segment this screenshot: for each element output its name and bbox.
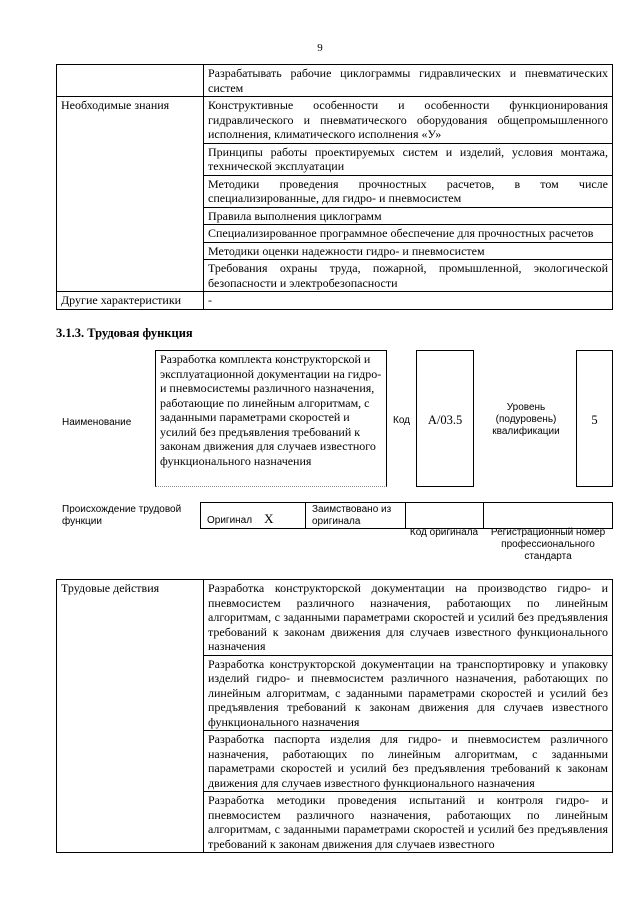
origin-row: [200, 502, 613, 529]
page-number: 9: [317, 42, 323, 54]
skill-item: Разрабатывать рабочие циклограммы гидравлических и пневматических систем: [204, 65, 613, 97]
table-row: [57, 97, 613, 144]
reg-number-cell: [484, 503, 612, 528]
other-label: Другие характеристики: [57, 292, 204, 310]
action-item: Разработка паспорта изделия для гидро- и пневмосистем различного назначения, работающих по линейным алгоритмам, с заданными параметрами скоростей и усилий без предъявления требований к законам движения для случаев известного функционального назначения: [204, 731, 613, 792]
code-label: Код: [393, 415, 411, 426]
action-item: Разработка конструкторской документации на производство гидро- и пневмосистем различного назначения, работающих по линейным алгоритмам, с заданными параметрами скоростей и усилий без предъявления требований к законам движения для случаев известного функционального назначения: [204, 580, 613, 656]
name-label: Наименование: [62, 417, 132, 428]
table-row: [57, 292, 613, 310]
code-original-cell: [406, 503, 484, 528]
section-title: 3.1.3. Трудовая функция: [56, 326, 193, 340]
table-cell-empty: [57, 65, 204, 97]
qualification-level-box: 5: [576, 350, 613, 487]
reg-number-caption: Регистрационный номер профессионального стандарта: [490, 527, 606, 562]
actions-table: [56, 579, 613, 853]
knowledge-item: Специализированное программное обеспечение для прочностных расчетов: [204, 225, 613, 243]
original-mark: Х: [264, 511, 274, 526]
qualification-level-label: Уровень (подуровень) квалификации: [492, 402, 560, 437]
table-row: [57, 580, 613, 656]
other-value: -: [204, 292, 613, 310]
original-cell: [201, 503, 306, 528]
actions-label: Трудовые действия: [57, 580, 204, 853]
knowledge-table: [56, 64, 613, 310]
knowledge-item: Правила выполнения циклограмм: [204, 207, 613, 225]
code-original-caption: Код оригинала: [409, 527, 479, 538]
knowledge-item: Конструктивные особенности и особенности функционирования гидравлического и пневматического оборудования общепромышленного исполнения, климатического исполнения «У»: [204, 97, 613, 144]
knowledge-label: Необходимые знания: [57, 97, 204, 292]
action-item: Разработка конструкторской документации на транспортировку и упаковку изделий гидро- и пневмосистем различного назначения, работающих по линейным алгоритмам, с заданными параметрами скоростей и усилий без предъявления требований к законам движения для случаев известного функционального назначения: [204, 655, 613, 731]
function-name-box: Разработка комплекта конструкторской и эксплуатационной документации на гидро- и пневмосистемы различного назначения, работающие по линейным алгоритмам, с заданными параметрами скоростей и усилий без предъявления требований к законам движения для случаев известного функционального назначения: [155, 350, 387, 487]
knowledge-item: Методики проведения прочностных расчетов, в том числе специализированные, для гидро- и пневмосистем: [204, 175, 613, 207]
original-label: Оригинал: [207, 515, 253, 526]
code-value-box: А/03.5: [416, 350, 474, 487]
knowledge-item: Принципы работы проектируемых систем и изделий, условия монтажа, технической эксплуатации: [204, 143, 613, 175]
action-item: Разработка методики проведения испытаний и контроля гидро- и пневмосистем различного назначения, работающих по линейным алгоритмам, с заданными параметрами скоростей и усилий без предъявления требований к законам движения для случаев известного: [204, 792, 613, 853]
table-row: [57, 65, 613, 97]
borrowed-cell: Заимствовано из оригинала: [306, 503, 406, 528]
knowledge-item: Методики оценки надежности гидро- и пневмосистем: [204, 242, 613, 260]
origin-label: Происхождение трудовой функции: [62, 504, 182, 527]
knowledge-item: Требования охраны труда, пожарной, промышленной, экологической безопасности и электробезопасности: [204, 260, 613, 292]
